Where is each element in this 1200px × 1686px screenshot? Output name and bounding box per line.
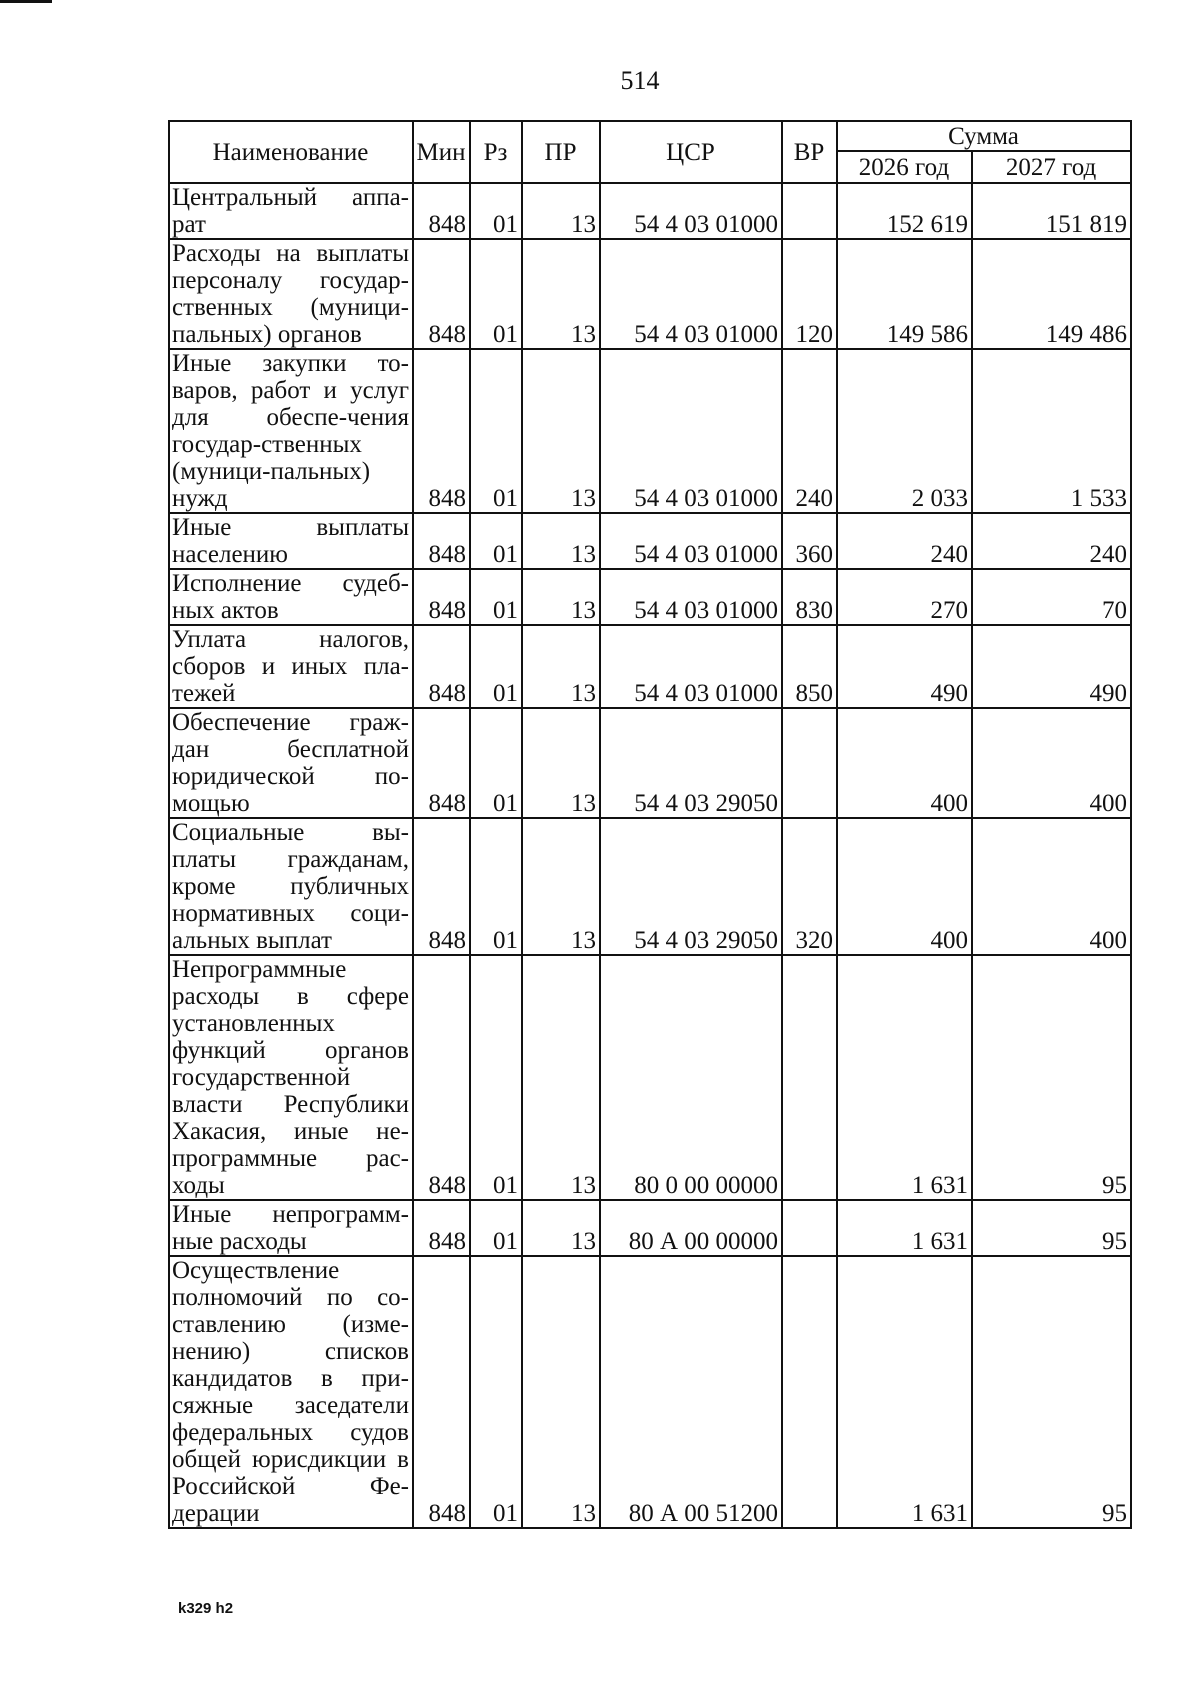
cell-rz: 01 [470, 349, 522, 513]
header-sum: Сумма [837, 121, 1131, 151]
cell-min: 848 [413, 1200, 470, 1256]
cell-vr: 830 [782, 569, 837, 625]
cell-sum-2027: 149 486 [972, 239, 1131, 349]
cell-min: 848 [413, 239, 470, 349]
table-row [169, 955, 1131, 1200]
cell-sum-2027: 1 533 [972, 349, 1131, 513]
table-row [169, 818, 1131, 955]
cell-csr: 80 А 00 51200 [600, 1256, 782, 1528]
cell-pr: 13 [522, 513, 600, 569]
cell-pr: 13 [522, 1256, 600, 1528]
table-row [169, 569, 1131, 625]
table-row [169, 349, 1131, 513]
cell-pr: 13 [522, 183, 600, 239]
cell-pr: 13 [522, 625, 600, 708]
cell-rz: 01 [470, 239, 522, 349]
cell-rz: 01 [470, 708, 522, 818]
cell-vr: 120 [782, 239, 837, 349]
cell-pr: 13 [522, 569, 600, 625]
cell-name: Исполнение судеб-ных актов [169, 569, 413, 625]
cell-csr: 54 4 03 01000 [600, 183, 782, 239]
header-rz: Рз [470, 121, 522, 183]
cell-sum-2026: 240 [837, 513, 972, 569]
cell-rz: 01 [470, 513, 522, 569]
table-body [169, 183, 1131, 1528]
cell-pr: 13 [522, 1200, 600, 1256]
header-year-2027: 2027 год [972, 151, 1131, 183]
cell-name: Осуществление полномочий по со-ставлению (изме-нению) списков кандидатов в при-сяжные заседатели федеральных судов общей юрисдикции в Российской Фе-дерации [169, 1256, 413, 1528]
cell-csr: 54 4 03 01000 [600, 625, 782, 708]
cell-name: Социальные вы-платы гражданам, кроме публичных нормативных соци-альных выплат [169, 818, 413, 955]
cell-vr [782, 708, 837, 818]
cell-min: 848 [413, 1256, 470, 1528]
cell-vr [782, 955, 837, 1200]
cell-csr: 54 4 03 01000 [600, 239, 782, 349]
footer-code: k329 h2 [178, 1600, 234, 1617]
cell-sum-2027: 151 819 [972, 183, 1131, 239]
budget-table [168, 120, 1132, 1529]
cell-vr [782, 1200, 837, 1256]
table-row [169, 513, 1131, 569]
cell-sum-2026: 270 [837, 569, 972, 625]
cell-name: Уплата налогов, сборов и иных пла-тежей [169, 625, 413, 708]
header-vr: ВР [782, 121, 837, 183]
cell-sum-2026: 2 033 [837, 349, 972, 513]
cell-sum-2026: 490 [837, 625, 972, 708]
cell-pr: 13 [522, 955, 600, 1200]
header-min: Мин [413, 121, 470, 183]
cell-csr: 54 4 03 01000 [600, 513, 782, 569]
table-row [169, 625, 1131, 708]
cell-name: Иные выплаты населению [169, 513, 413, 569]
header-name: Наименование [169, 121, 413, 183]
cell-name: Непрограммные расходы в сфере установленных функций органов государственной власти Республики Хакасия, иные не-программные рас-ходы [169, 955, 413, 1200]
cell-name: Иные закупки то-варов, работ и услуг для обеспе-чения государ-ственных (муници-пальных) нужд [169, 349, 413, 513]
cell-rz: 01 [470, 625, 522, 708]
cell-sum-2026: 400 [837, 708, 972, 818]
cell-csr: 80 0 00 00000 [600, 955, 782, 1200]
cell-vr: 360 [782, 513, 837, 569]
scan-corner-mark [0, 0, 52, 3]
cell-sum-2026: 149 586 [837, 239, 972, 349]
cell-min: 848 [413, 513, 470, 569]
header-year-2026: 2026 год [837, 151, 972, 183]
cell-pr: 13 [522, 239, 600, 349]
cell-vr: 320 [782, 818, 837, 955]
table-row [169, 183, 1131, 239]
cell-vr [782, 1256, 837, 1528]
cell-pr: 13 [522, 708, 600, 818]
table-row [169, 1200, 1131, 1256]
cell-pr: 13 [522, 818, 600, 955]
cell-min: 848 [413, 569, 470, 625]
header-row-top [169, 121, 1131, 151]
cell-sum-2026: 400 [837, 818, 972, 955]
cell-min: 848 [413, 349, 470, 513]
cell-sum-2027: 240 [972, 513, 1131, 569]
cell-csr: 54 4 03 01000 [600, 349, 782, 513]
cell-sum-2027: 95 [972, 955, 1131, 1200]
page-number: 514 [620, 66, 660, 95]
cell-name: Иные непрограмм-ные расходы [169, 1200, 413, 1256]
cell-rz: 01 [470, 955, 522, 1200]
cell-sum-2027: 490 [972, 625, 1131, 708]
cell-sum-2026: 1 631 [837, 1256, 972, 1528]
cell-rz: 01 [470, 1200, 522, 1256]
cell-sum-2027: 70 [972, 569, 1131, 625]
cell-min: 848 [413, 183, 470, 239]
table-row [169, 708, 1131, 818]
cell-sum-2027: 400 [972, 708, 1131, 818]
cell-name: Обеспечение граж-дан бесплатной юридической по-мощью [169, 708, 413, 818]
cell-rz: 01 [470, 183, 522, 239]
cell-sum-2026: 1 631 [837, 1200, 972, 1256]
cell-rz: 01 [470, 818, 522, 955]
cell-min: 848 [413, 625, 470, 708]
cell-csr: 54 4 03 01000 [600, 569, 782, 625]
cell-csr: 80 А 00 00000 [600, 1200, 782, 1256]
cell-vr [782, 183, 837, 239]
cell-sum-2026: 1 631 [837, 955, 972, 1200]
cell-sum-2027: 400 [972, 818, 1131, 955]
cell-sum-2027: 95 [972, 1256, 1131, 1528]
header-pr: ПР [522, 121, 600, 183]
cell-pr: 13 [522, 349, 600, 513]
cell-min: 848 [413, 818, 470, 955]
cell-csr: 54 4 03 29050 [600, 708, 782, 818]
cell-rz: 01 [470, 1256, 522, 1528]
header-csr: ЦСР [600, 121, 782, 183]
table-row [169, 239, 1131, 349]
cell-csr: 54 4 03 29050 [600, 818, 782, 955]
cell-sum-2027: 95 [972, 1200, 1131, 1256]
cell-min: 848 [413, 708, 470, 818]
table-row [169, 1256, 1131, 1528]
cell-sum-2026: 152 619 [837, 183, 972, 239]
cell-name: Центральный аппа-рат [169, 183, 413, 239]
cell-name: Расходы на выплаты персоналу государ-ственных (муници-пальных) органов [169, 239, 413, 349]
cell-rz: 01 [470, 569, 522, 625]
cell-min: 848 [413, 955, 470, 1200]
cell-vr: 240 [782, 349, 837, 513]
cell-vr: 850 [782, 625, 837, 708]
